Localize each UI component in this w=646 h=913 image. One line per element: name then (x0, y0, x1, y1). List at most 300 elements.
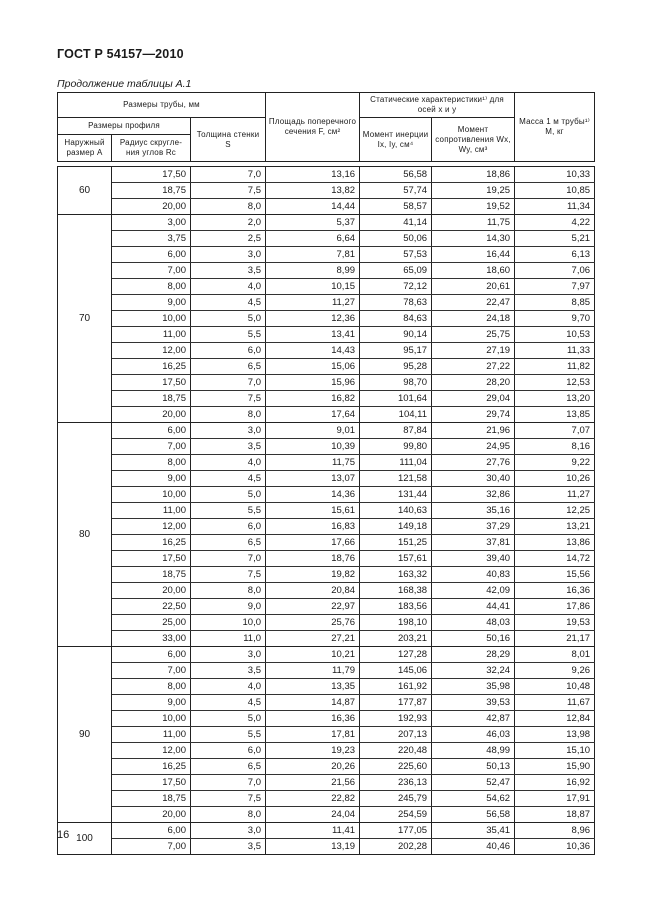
table-row (58, 727, 595, 743)
table-row (58, 519, 595, 535)
wall-thickness-cell: 4,0 (191, 679, 266, 695)
mass-cell: 13,98 (515, 727, 595, 743)
area-cell: 11,79 (266, 663, 360, 679)
wall-thickness-cell: 5,0 (191, 487, 266, 503)
inertia-cell: 95,28 (360, 359, 432, 375)
page-number: 16 (57, 829, 70, 841)
wall-thickness-cell: 3,5 (191, 439, 266, 455)
corner-radius-cell: 10,00 (112, 711, 191, 727)
mass-cell: 10,26 (515, 471, 595, 487)
inertia-cell: 65,09 (360, 263, 432, 279)
inertia-cell: 50,06 (360, 231, 432, 247)
wall-thickness-cell: 7,0 (191, 167, 266, 183)
table-row (58, 503, 595, 519)
modulus-cell: 46,03 (432, 727, 515, 743)
inertia-cell: 41,14 (360, 215, 432, 231)
mass-cell: 15,56 (515, 567, 595, 583)
corner-radius-cell: 12,00 (112, 343, 191, 359)
mass-cell: 11,67 (515, 695, 595, 711)
modulus-cell: 32,24 (432, 663, 515, 679)
modulus-cell: 27,76 (432, 455, 515, 471)
corner-radius-cell: 25,00 (112, 615, 191, 631)
inertia-cell: 95,17 (360, 343, 432, 359)
table-row (58, 807, 595, 823)
modulus-cell: 19,25 (432, 183, 515, 199)
wall-thickness-cell: 5,5 (191, 327, 266, 343)
modulus-cell: 40,83 (432, 567, 515, 583)
mass-cell: 5,21 (515, 231, 595, 247)
wall-thickness-cell: 7,0 (191, 375, 266, 391)
table-row (58, 279, 595, 295)
table-row (58, 743, 595, 759)
header-mass-per-meter: Масса 1 м трубы¹⁾ M, кг (515, 93, 595, 162)
mass-cell: 11,34 (515, 199, 595, 215)
table-row (58, 647, 595, 663)
modulus-cell: 18,60 (432, 263, 515, 279)
modulus-cell: 35,98 (432, 679, 515, 695)
mass-cell: 8,85 (515, 295, 595, 311)
mass-cell: 18,87 (515, 807, 595, 823)
wall-thickness-cell: 7,0 (191, 775, 266, 791)
table-row (58, 439, 595, 455)
corner-radius-cell: 17,50 (112, 775, 191, 791)
area-cell: 14,43 (266, 343, 360, 359)
inertia-cell: 101,64 (360, 391, 432, 407)
table-caption: Продолжение таблицы А.1 (57, 78, 192, 90)
wall-thickness-cell: 4,5 (191, 695, 266, 711)
area-cell: 11,27 (266, 295, 360, 311)
table-row (58, 359, 595, 375)
table-row (58, 567, 595, 583)
inertia-cell: 207,13 (360, 727, 432, 743)
inertia-cell: 225,60 (360, 759, 432, 775)
area-cell: 17,66 (266, 535, 360, 551)
area-cell: 19,23 (266, 743, 360, 759)
inertia-cell: 220,48 (360, 743, 432, 759)
mass-cell: 19,53 (515, 615, 595, 631)
modulus-cell: 44,41 (432, 599, 515, 615)
area-cell: 12,36 (266, 311, 360, 327)
corner-radius-cell: 18,75 (112, 567, 191, 583)
modulus-cell: 28,20 (432, 375, 515, 391)
modulus-cell: 28,29 (432, 647, 515, 663)
wall-thickness-cell: 6,0 (191, 343, 266, 359)
table-row (58, 199, 595, 215)
area-cell: 5,37 (266, 215, 360, 231)
inertia-cell: 131,44 (360, 487, 432, 503)
inertia-cell: 121,58 (360, 471, 432, 487)
inertia-cell: 111,04 (360, 455, 432, 471)
modulus-cell: 21,96 (432, 423, 515, 439)
wall-thickness-cell: 5,0 (191, 711, 266, 727)
corner-radius-cell: 18,75 (112, 183, 191, 199)
wall-thickness-cell: 6,5 (191, 759, 266, 775)
wall-thickness-cell: 5,5 (191, 727, 266, 743)
inertia-cell: 98,70 (360, 375, 432, 391)
modulus-cell: 18,86 (432, 167, 515, 183)
mass-cell: 12,84 (515, 711, 595, 727)
inertia-cell: 157,61 (360, 551, 432, 567)
wall-thickness-cell: 7,5 (191, 391, 266, 407)
modulus-cell: 50,16 (432, 631, 515, 647)
wall-thickness-cell: 4,0 (191, 455, 266, 471)
modulus-cell: 25,75 (432, 327, 515, 343)
wall-thickness-cell: 8,0 (191, 407, 266, 423)
corner-radius-cell: 3,75 (112, 231, 191, 247)
table-row (58, 583, 595, 599)
mass-cell: 21,17 (515, 631, 595, 647)
corner-radius-cell: 16,25 (112, 759, 191, 775)
inertia-cell: 57,53 (360, 247, 432, 263)
table-row (58, 327, 595, 343)
area-cell: 25,76 (266, 615, 360, 631)
mass-cell: 17,91 (515, 791, 595, 807)
mass-cell: 12,25 (515, 503, 595, 519)
mass-cell: 13,85 (515, 407, 595, 423)
mass-cell: 8,16 (515, 439, 595, 455)
mass-cell: 13,20 (515, 391, 595, 407)
modulus-cell: 39,53 (432, 695, 515, 711)
area-cell: 14,87 (266, 695, 360, 711)
corner-radius-cell: 7,00 (112, 439, 191, 455)
area-cell: 13,16 (266, 167, 360, 183)
wall-thickness-cell: 10,0 (191, 615, 266, 631)
wall-thickness-cell: 3,0 (191, 823, 266, 839)
mass-cell: 9,22 (515, 455, 595, 471)
area-cell: 10,39 (266, 439, 360, 455)
inertia-cell: 151,25 (360, 535, 432, 551)
table-row (58, 423, 595, 439)
corner-radius-cell: 22,50 (112, 599, 191, 615)
modulus-cell: 35,41 (432, 823, 515, 839)
area-cell: 16,82 (266, 391, 360, 407)
wall-thickness-cell: 9,0 (191, 599, 266, 615)
table-row (58, 615, 595, 631)
mass-cell: 10,53 (515, 327, 595, 343)
inertia-cell: 192,93 (360, 711, 432, 727)
wall-thickness-cell: 4,5 (191, 471, 266, 487)
modulus-cell: 24,18 (432, 311, 515, 327)
corner-radius-cell: 17,50 (112, 167, 191, 183)
pipe-dimensions-table (57, 92, 595, 855)
mass-cell: 10,33 (515, 167, 595, 183)
outer-size-cell: 60 (58, 167, 112, 215)
wall-thickness-cell: 6,5 (191, 359, 266, 375)
area-cell: 15,61 (266, 503, 360, 519)
table-row (58, 471, 595, 487)
mass-cell: 7,07 (515, 423, 595, 439)
table-row (58, 183, 595, 199)
table-row (58, 759, 595, 775)
corner-radius-cell: 12,00 (112, 743, 191, 759)
mass-cell: 13,21 (515, 519, 595, 535)
mass-cell: 12,53 (515, 375, 595, 391)
wall-thickness-cell: 3,5 (191, 663, 266, 679)
wall-thickness-cell: 6,5 (191, 535, 266, 551)
inertia-cell: 72,12 (360, 279, 432, 295)
mass-cell: 10,85 (515, 183, 595, 199)
mass-cell: 9,26 (515, 663, 595, 679)
mass-cell: 16,36 (515, 583, 595, 599)
mass-cell: 17,86 (515, 599, 595, 615)
table-row (58, 663, 595, 679)
outer-size-cell: 80 (58, 423, 112, 647)
mass-cell: 8,96 (515, 823, 595, 839)
table-row (58, 599, 595, 615)
header-pipe-sizes: Размеры трубы, мм (58, 93, 266, 118)
area-cell: 17,64 (266, 407, 360, 423)
mass-cell: 7,06 (515, 263, 595, 279)
wall-thickness-cell: 8,0 (191, 199, 266, 215)
table-row (58, 391, 595, 407)
area-cell: 7,81 (266, 247, 360, 263)
area-cell: 20,26 (266, 759, 360, 775)
modulus-cell: 37,81 (432, 535, 515, 551)
inertia-cell: 57,74 (360, 183, 432, 199)
modulus-cell: 48,99 (432, 743, 515, 759)
modulus-cell: 11,75 (432, 215, 515, 231)
area-cell: 6,64 (266, 231, 360, 247)
wall-thickness-cell: 6,0 (191, 743, 266, 759)
table-row (58, 631, 595, 647)
wall-thickness-cell: 2,0 (191, 215, 266, 231)
table-row (58, 487, 595, 503)
modulus-cell: 20,61 (432, 279, 515, 295)
table-row (58, 215, 595, 231)
table-row (58, 247, 595, 263)
modulus-cell: 42,87 (432, 711, 515, 727)
mass-cell: 14,72 (515, 551, 595, 567)
area-cell: 17,81 (266, 727, 360, 743)
corner-radius-cell: 18,75 (112, 391, 191, 407)
corner-radius-cell: 11,00 (112, 727, 191, 743)
corner-radius-cell: 17,50 (112, 551, 191, 567)
mass-cell: 11,33 (515, 343, 595, 359)
area-cell: 13,19 (266, 839, 360, 855)
header-profile-sizes: Размеры профиля (58, 118, 191, 135)
mass-cell: 9,70 (515, 311, 595, 327)
corner-radius-cell: 33,00 (112, 631, 191, 647)
inertia-cell: 254,59 (360, 807, 432, 823)
mass-cell: 8,01 (515, 647, 595, 663)
inertia-cell: 90,14 (360, 327, 432, 343)
wall-thickness-cell: 7,5 (191, 183, 266, 199)
inertia-cell: 84,63 (360, 311, 432, 327)
outer-size-cell: 70 (58, 215, 112, 423)
corner-radius-cell: 18,75 (112, 791, 191, 807)
area-cell: 15,06 (266, 359, 360, 375)
area-cell: 20,84 (266, 583, 360, 599)
modulus-cell: 24,95 (432, 439, 515, 455)
corner-radius-cell: 8,00 (112, 279, 191, 295)
area-cell: 13,82 (266, 183, 360, 199)
area-cell: 13,35 (266, 679, 360, 695)
wall-thickness-cell: 3,0 (191, 647, 266, 663)
inertia-cell: 56,58 (360, 167, 432, 183)
table-row (58, 695, 595, 711)
corner-radius-cell: 17,50 (112, 375, 191, 391)
corner-radius-cell: 20,00 (112, 407, 191, 423)
area-cell: 8,99 (266, 263, 360, 279)
area-cell: 27,21 (266, 631, 360, 647)
corner-radius-cell: 10,00 (112, 487, 191, 503)
corner-radius-cell: 6,00 (112, 247, 191, 263)
mass-cell: 7,97 (515, 279, 595, 295)
wall-thickness-cell: 8,0 (191, 807, 266, 823)
mass-cell: 13,86 (515, 535, 595, 551)
mass-cell: 10,48 (515, 679, 595, 695)
table-row (58, 407, 595, 423)
modulus-cell: 29,74 (432, 407, 515, 423)
wall-thickness-cell: 3,0 (191, 423, 266, 439)
corner-radius-cell: 9,00 (112, 295, 191, 311)
inertia-cell: 58,57 (360, 199, 432, 215)
modulus-cell: 27,19 (432, 343, 515, 359)
table-row (58, 791, 595, 807)
inertia-cell: 99,80 (360, 439, 432, 455)
modulus-cell: 50,13 (432, 759, 515, 775)
area-cell: 21,56 (266, 775, 360, 791)
modulus-cell: 35,16 (432, 503, 515, 519)
table-row (58, 455, 595, 471)
inertia-cell: 177,05 (360, 823, 432, 839)
area-cell: 16,36 (266, 711, 360, 727)
corner-radius-cell: 9,00 (112, 695, 191, 711)
inertia-cell: 236,13 (360, 775, 432, 791)
table-row (58, 775, 595, 791)
modulus-cell: 48,03 (432, 615, 515, 631)
area-cell: 11,41 (266, 823, 360, 839)
corner-radius-cell: 16,25 (112, 359, 191, 375)
area-cell: 13,41 (266, 327, 360, 343)
inertia-cell: 161,92 (360, 679, 432, 695)
header-cross-section-area: Площадь поперечного сечения F, см² (266, 93, 360, 162)
modulus-cell: 40,46 (432, 839, 515, 855)
corner-radius-cell: 6,00 (112, 647, 191, 663)
table-row (58, 311, 595, 327)
area-cell: 19,82 (266, 567, 360, 583)
modulus-cell: 29,04 (432, 391, 515, 407)
table-row (58, 343, 595, 359)
area-cell: 10,15 (266, 279, 360, 295)
header-wall-thickness: Толщина стенки S (191, 118, 266, 162)
table-row (58, 295, 595, 311)
table-row (58, 375, 595, 391)
area-cell: 14,44 (266, 199, 360, 215)
area-cell: 9,01 (266, 423, 360, 439)
modulus-cell: 16,44 (432, 247, 515, 263)
header-static-characteristics: Статические характеристики¹⁾ для осей x и y (360, 93, 515, 118)
inertia-cell: 127,28 (360, 647, 432, 663)
table-row (58, 823, 595, 839)
inertia-cell: 78,63 (360, 295, 432, 311)
inertia-cell: 245,79 (360, 791, 432, 807)
corner-radius-cell: 16,25 (112, 535, 191, 551)
table-body (58, 167, 595, 855)
inertia-cell: 198,10 (360, 615, 432, 631)
inertia-cell: 202,28 (360, 839, 432, 855)
mass-cell: 11,82 (515, 359, 595, 375)
table-row (58, 535, 595, 551)
header-moment-of-inertia: Момент инерции Ix, Iy, см⁴ (360, 118, 432, 162)
mass-cell: 11,27 (515, 487, 595, 503)
modulus-cell: 30,40 (432, 471, 515, 487)
wall-thickness-cell: 6,0 (191, 519, 266, 535)
table-row (58, 263, 595, 279)
wall-thickness-cell: 8,0 (191, 583, 266, 599)
corner-radius-cell: 6,00 (112, 423, 191, 439)
area-cell: 13,07 (266, 471, 360, 487)
inertia-cell: 177,87 (360, 695, 432, 711)
mass-cell: 15,90 (515, 759, 595, 775)
inertia-cell: 149,18 (360, 519, 432, 535)
table-row (58, 167, 595, 183)
table-row (58, 711, 595, 727)
outer-size-cell: 100 (58, 823, 112, 855)
wall-thickness-cell: 7,0 (191, 551, 266, 567)
wall-thickness-cell: 3,5 (191, 839, 266, 855)
inertia-cell: 168,38 (360, 583, 432, 599)
header-corner-radius: Радиус скругле-ния углов Rc (112, 135, 191, 162)
wall-thickness-cell: 3,0 (191, 247, 266, 263)
mass-cell: 15,10 (515, 743, 595, 759)
corner-radius-cell: 8,00 (112, 679, 191, 695)
wall-thickness-cell: 3,5 (191, 263, 266, 279)
wall-thickness-cell: 4,5 (191, 295, 266, 311)
modulus-cell: 32,86 (432, 487, 515, 503)
table-row (58, 839, 595, 855)
area-cell: 22,82 (266, 791, 360, 807)
area-cell: 24,04 (266, 807, 360, 823)
inertia-cell: 140,63 (360, 503, 432, 519)
corner-radius-cell: 12,00 (112, 519, 191, 535)
corner-radius-cell: 10,00 (112, 311, 191, 327)
modulus-cell: 19,52 (432, 199, 515, 215)
wall-thickness-cell: 7,5 (191, 791, 266, 807)
wall-thickness-cell: 5,0 (191, 311, 266, 327)
mass-cell: 4,22 (515, 215, 595, 231)
inertia-cell: 104,11 (360, 407, 432, 423)
outer-size-cell: 90 (58, 647, 112, 823)
wall-thickness-cell: 4,0 (191, 279, 266, 295)
modulus-cell: 22,47 (432, 295, 515, 311)
area-cell: 18,76 (266, 551, 360, 567)
modulus-cell: 42,09 (432, 583, 515, 599)
document-code: ГОСТ Р 54157—2010 (57, 47, 184, 61)
header-section-modulus: Момент сопротивления Wx, Wy, см³ (432, 118, 515, 162)
corner-radius-cell: 11,00 (112, 503, 191, 519)
corner-radius-cell: 7,00 (112, 839, 191, 855)
table-row (58, 679, 595, 695)
area-cell: 11,75 (266, 455, 360, 471)
area-cell: 10,21 (266, 647, 360, 663)
mass-cell: 6,13 (515, 247, 595, 263)
inertia-cell: 203,21 (360, 631, 432, 647)
modulus-cell: 37,29 (432, 519, 515, 535)
modulus-cell: 52,47 (432, 775, 515, 791)
corner-radius-cell: 7,00 (112, 663, 191, 679)
corner-radius-cell: 9,00 (112, 471, 191, 487)
corner-radius-cell: 20,00 (112, 807, 191, 823)
mass-cell: 10,36 (515, 839, 595, 855)
corner-radius-cell: 20,00 (112, 199, 191, 215)
table-row (58, 551, 595, 567)
corner-radius-cell: 3,00 (112, 215, 191, 231)
inertia-cell: 163,32 (360, 567, 432, 583)
corner-radius-cell: 6,00 (112, 823, 191, 839)
wall-thickness-cell: 5,5 (191, 503, 266, 519)
wall-thickness-cell: 7,5 (191, 567, 266, 583)
